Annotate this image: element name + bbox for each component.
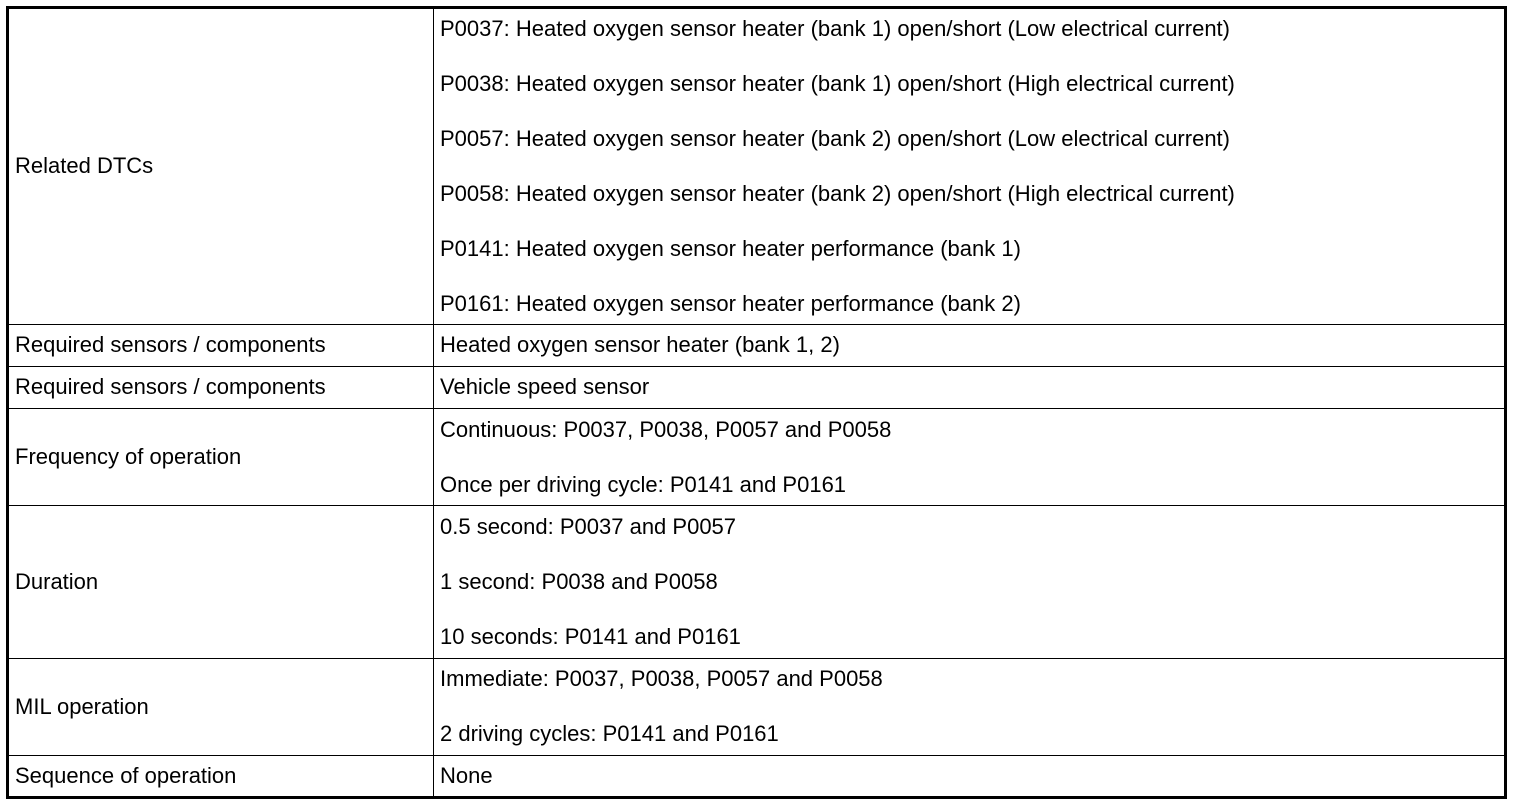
row-label: MIL operation bbox=[8, 658, 434, 755]
row-value bbox=[434, 755, 1506, 797]
table-row-sequence bbox=[8, 755, 1506, 797]
value-line: 2 driving cycles: P0141 and P0161 bbox=[440, 721, 779, 747]
row-value bbox=[434, 506, 1506, 658]
value-line: P0141: Heated oxygen sensor heater performance (bank 1) bbox=[440, 235, 1021, 261]
row-value bbox=[434, 324, 1506, 366]
value-line: P0058: Heated oxygen sensor heater (bank 2) open/short (High electrical current) bbox=[440, 180, 1235, 206]
table-row-duration bbox=[8, 506, 1506, 658]
row-value bbox=[434, 408, 1506, 505]
value-line: Immediate: P0037, P0038, P0057 and P0058 bbox=[440, 666, 883, 692]
value-line: 1 second: P0038 and P0058 bbox=[440, 568, 718, 594]
table-row-frequency bbox=[8, 408, 1506, 505]
row-label: Frequency of operation bbox=[8, 408, 434, 505]
row-value bbox=[434, 366, 1506, 408]
value-line: P0057: Heated oxygen sensor heater (bank 2) open/short (Low electrical current) bbox=[440, 125, 1230, 151]
row-label: Sequence of operation bbox=[8, 755, 434, 797]
row-label: Required sensors / components bbox=[8, 324, 434, 366]
row-label: Related DTCs bbox=[8, 8, 434, 325]
row-value bbox=[434, 8, 1506, 325]
table-row-related-dtcs bbox=[8, 8, 1506, 325]
value-line: 10 seconds: P0141 and P0161 bbox=[440, 623, 741, 649]
table-row-required-components bbox=[8, 366, 1506, 408]
value-line: Heated oxygen sensor heater (bank 1, 2) bbox=[440, 332, 840, 358]
value-line: Once per driving cycle: P0141 and P0161 bbox=[440, 471, 847, 497]
value-line: Continuous: P0037, P0038, P0057 and P0058 bbox=[440, 416, 892, 442]
row-label: Duration bbox=[8, 506, 434, 658]
value-line: None bbox=[440, 762, 493, 788]
value-line: 0.5 second: P0037 and P0057 bbox=[440, 513, 737, 539]
value-line: Vehicle speed sensor bbox=[440, 374, 650, 400]
table-row-required-components bbox=[8, 324, 1506, 366]
value-line: P0038: Heated oxygen sensor heater (bank 1) open/short (High electrical current) bbox=[440, 70, 1235, 96]
monitor-spec-table bbox=[6, 6, 1507, 799]
table-row-mil-operation bbox=[8, 658, 1506, 755]
row-value bbox=[434, 658, 1506, 755]
value-line: P0161: Heated oxygen sensor heater performance (bank 2) bbox=[440, 290, 1021, 316]
value-line: P0037: Heated oxygen sensor heater (bank 1) open/short (Low electrical current) bbox=[440, 15, 1230, 41]
row-label: Required sensors / components bbox=[8, 366, 434, 408]
